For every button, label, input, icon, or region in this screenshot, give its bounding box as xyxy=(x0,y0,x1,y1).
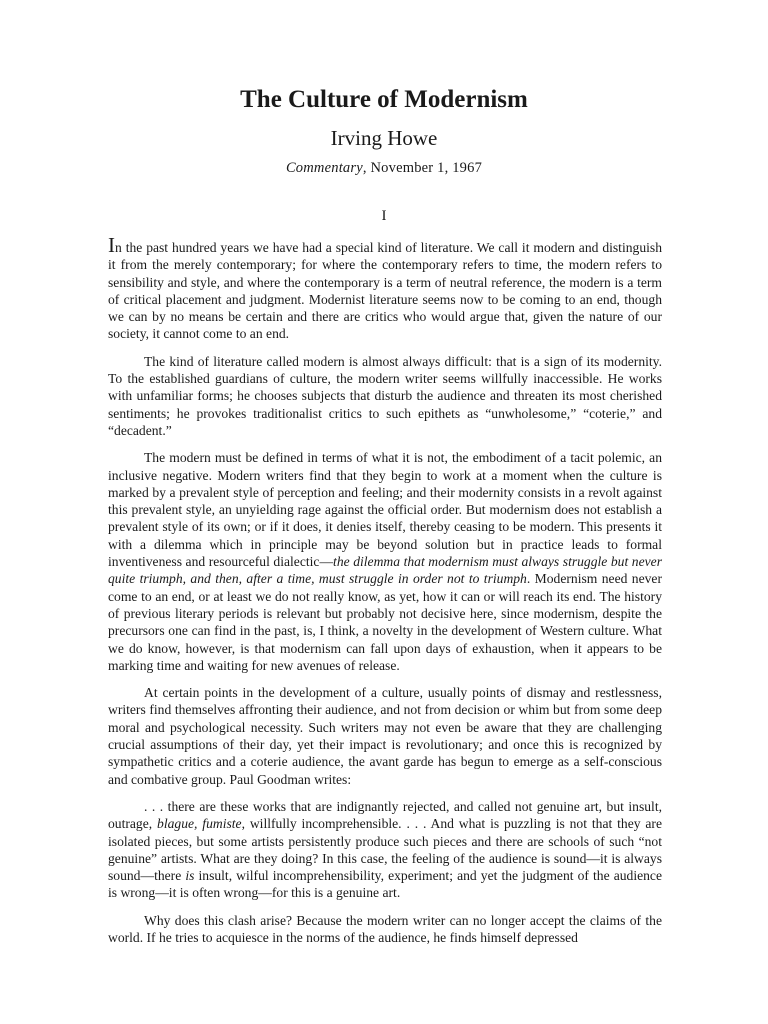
paragraph-1-text: n the past hundred years we have had a special kind of literature. We call it modern and distinguish it from the merely contemporary; for where the contemporary refers to time, the modern refers to sensibility and style, and where the contemporary is a term of neutral reference, the modern is a term of critical placement and judgment. Modernist literature seems now to be coming to an end, though we can by no means be certain and there are critics who would argue that, given the nature of our society, it cannot come to an end. xyxy=(108,240,662,342)
quote-text-a: . . . there are these works that are indignantly rejected, and called not genuine art, but insult, outrage, xyxy=(108,798,662,832)
paragraph-5: Why does this clash arise? Because the modern writer can no longer accept the claims of the world. If he tries to acquiesce in the norms of the audience, he finds himself depressed xyxy=(108,912,662,945)
paragraph-3-text-a: The modern must be defined in terms of what it is not, the embodiment of a tacit polemic, an inclusive negative. Modern writers find that they begin to work at a moment when the culture is marked by a prevalent style of perception and feeling; and their modernity consists in a revolt against this prevalent style, an unyielding rage against the official order. But modernism does not establish a prevalent style of its own; or if it does, it denies itself, thereby ceasing to be modern. This presents it with a dilemma which in principle may be beyond solution but in practice leads to formal inventiveness and resourceful dialectic— xyxy=(108,450,662,570)
publication-name: Commentary xyxy=(285,160,363,176)
paragraph-1 xyxy=(108,233,662,343)
paragraph-3-italic: the dilemma that modernism must always struggle but never quite triumph, and then, after a time, must struggle in order not to triumph xyxy=(108,554,662,587)
block-quote xyxy=(108,798,662,902)
quote-italic-b: is xyxy=(185,868,195,884)
publication-date: , November 1, 1967 xyxy=(362,160,483,176)
paragraph-2: The kind of literature called modern is almost always difficult: that is a sign of its modernity. To the established guardians of culture, the modern writer seems willfully inaccessible. He works with unfamiliar forms; he chooses subjects that disturb the audience and threaten its most cherished sentiments; he provokes traditionalist critics to such epithets as “unwholesome,” “coterie,” and “decadent.” xyxy=(108,353,662,438)
source-line xyxy=(0,160,768,177)
paragraph-3 xyxy=(108,449,662,674)
document-title: The Culture of Modernism xyxy=(240,86,528,113)
author-name: Irving Howe xyxy=(330,126,438,150)
section-number: I xyxy=(381,208,387,224)
paragraph-4: At certain points in the development of a culture, usually points of dismay and restlessness, writers find themselves affronting their audience, and not from decision or whim but from some deep moral and psychological necessity. Such writers may not even be aware that they are challenging crucial assumptions of their day, yet their impact is revolutionary; and once this is recognized by sympathetic critics and a coterie audience, the avant garde has begun to emerge as a self-conscious and combative group. Paul Goodman writes: xyxy=(108,685,662,787)
drop-cap: I xyxy=(108,233,115,257)
quote-text-b: , willfully incomprehensible. . . . And what is puzzling is not that they are isolated pieces, but some artists persistently produce such pieces and there are schools of such “not genuine” artists. What are they doing? In this case, the feeling of the audience is sound—it is always sound—there xyxy=(108,816,662,884)
quote-text-c: insult, wilful incomprehensibility, experiment; and yet the judgment of the audience is wrong—it is often wrong—for this is a genuine art. xyxy=(108,868,662,901)
quote-italic-a: blague, fumiste xyxy=(157,816,242,832)
paragraph-3-text-b: . Modernism need never come to an end, or at least we do not really know, as yet, how it can or will reach its end. The history of previous literary periods is relevant but probably not decisive here, since modernism, despite the precursors one can find in the past, is, I think, a novelty in the development of Western culture. What we do know, however, is that modernism can fall upon days of exhaustion, when it appears to be marking time and waiting for new avenues of release. xyxy=(108,571,662,673)
body-text xyxy=(108,233,662,946)
